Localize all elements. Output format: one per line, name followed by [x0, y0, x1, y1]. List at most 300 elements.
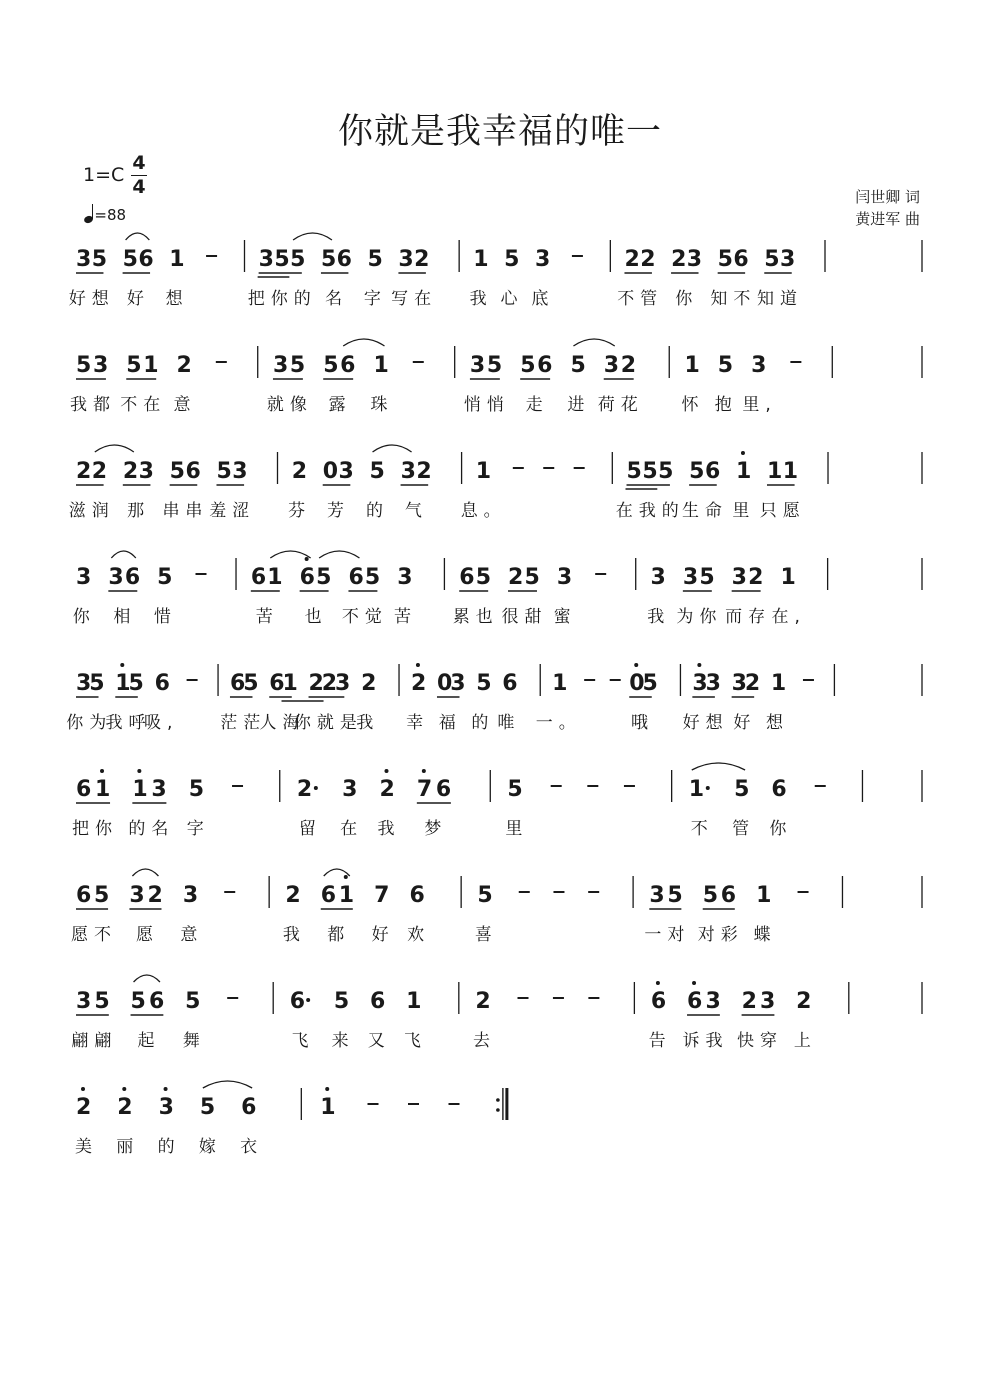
lyric-syllable: 意	[173, 395, 197, 415]
note-digit: 5	[486, 353, 503, 378]
note-digit: 5	[320, 247, 337, 272]
lyric-syllable: 上	[793, 1031, 817, 1051]
note-digit: 6	[370, 989, 386, 1014]
lyric-syllable: 喜	[474, 925, 498, 945]
note-digit: 5	[764, 247, 780, 272]
note-digit: 5	[626, 459, 642, 484]
octave-dot	[656, 981, 660, 985]
note-digit: 3	[650, 565, 666, 590]
note-digit: 6	[336, 247, 352, 272]
note-digit: 1	[475, 459, 492, 484]
note-digit: 3	[76, 989, 92, 1014]
lyric-syllable: 走	[525, 395, 549, 415]
note-digit: 5	[91, 247, 108, 272]
note-digit: 6	[320, 883, 337, 908]
note-digit: 5	[367, 247, 383, 272]
slur	[293, 233, 332, 240]
note-digit: 2	[147, 883, 163, 908]
note-digit: 6	[687, 989, 703, 1014]
slur	[319, 551, 359, 558]
lyric-syllable: 生命	[681, 501, 728, 521]
lyric-syllable: 不觉	[341, 607, 388, 627]
note-digit: 5	[475, 565, 492, 590]
note-digit: 2	[291, 459, 308, 484]
octave-dot	[81, 1087, 85, 1091]
note-digit: 3	[469, 353, 486, 378]
note-digit: 5	[199, 1095, 216, 1120]
note-digit: 5	[333, 989, 350, 1014]
note-digit: 5	[642, 671, 658, 696]
lyric-syllable: 我	[469, 289, 493, 309]
lyric-syllable: 把你	[72, 819, 119, 839]
slur	[343, 339, 384, 346]
lyric-syllable: 舞	[182, 1031, 206, 1051]
note-digit: 1	[766, 459, 783, 484]
note-digit: 5	[702, 883, 719, 908]
note-digit: 5	[570, 353, 586, 378]
note-digit: 6	[340, 353, 356, 378]
note-digit: 2	[508, 565, 524, 590]
lyric-syllable: 在,	[771, 607, 806, 627]
note-digit: 1	[338, 883, 355, 908]
note-digit: 5	[274, 247, 290, 272]
note-digit: 3	[686, 247, 703, 272]
lyric-syllable: 苦	[394, 607, 418, 627]
note-digit: 6	[289, 989, 306, 1014]
note-digit: 2	[308, 671, 324, 696]
note-digit: 5	[699, 565, 715, 590]
lyric-syllable: 美	[75, 1137, 99, 1157]
octave-dot	[416, 663, 420, 667]
note-digit: 1	[473, 247, 489, 272]
lyric-syllable: 你就是	[293, 713, 363, 733]
lyric-syllable: 好	[371, 925, 395, 945]
slur	[270, 551, 310, 558]
note-digit: 6	[269, 671, 285, 696]
note-digit: 5	[289, 353, 306, 378]
note-digit: 5	[94, 883, 110, 908]
note-digit: 6	[537, 353, 553, 378]
note-digit: 3	[535, 247, 551, 272]
lyric-syllable: 好	[733, 713, 757, 733]
key-label: 1=C	[83, 164, 125, 186]
note-digit: 0	[322, 459, 339, 484]
note-digit: 2	[296, 777, 313, 802]
note-digit: 0	[629, 671, 645, 696]
note-digit: 3	[398, 247, 414, 272]
note-digit: 6	[704, 459, 721, 484]
lyric-syllable: 想	[165, 289, 189, 309]
lyric-syllable: 都	[327, 925, 351, 945]
note-digit: 6	[720, 883, 737, 908]
note-digit: 3	[182, 883, 199, 908]
note-digit: 1	[756, 883, 772, 908]
note-digit: 6	[348, 565, 364, 590]
note-digit: 3	[450, 671, 466, 696]
lyric-syllable: 意	[180, 925, 204, 945]
lyric-syllable: 的	[365, 501, 389, 521]
lyric-syllable: 你	[769, 819, 793, 839]
note-digit: 1	[780, 565, 796, 590]
lyric-syllable: 留	[298, 819, 322, 839]
repeat-dot	[496, 1108, 500, 1112]
note-digit: 5	[667, 883, 683, 908]
lyric-syllable: 怀	[681, 395, 705, 415]
lyric-syllable: 快穿	[736, 1031, 783, 1051]
note-digit: 6	[76, 777, 92, 802]
lyric-syllable: 又	[367, 1031, 391, 1051]
octave-dot	[344, 875, 348, 879]
note-digit: 3	[751, 353, 767, 378]
note-digit: 1	[115, 671, 131, 696]
note-digit: 1	[143, 353, 159, 378]
octave-dot	[422, 769, 426, 773]
note-digit: 1	[735, 459, 752, 484]
lyric-syllable: 我都	[69, 395, 116, 415]
note-digit: 2	[76, 459, 92, 484]
note-digit: 2	[741, 989, 757, 1014]
augmentation-dot	[306, 998, 310, 1002]
lyric-syllable: 珠	[370, 395, 394, 415]
note-digit: 5	[130, 989, 146, 1014]
song-title: 你就是我幸福的唯一	[337, 112, 662, 152]
note-digit: 2	[76, 1095, 92, 1120]
note-digit: 7	[374, 883, 390, 908]
time-signature-unit: 4	[132, 176, 146, 198]
note-digit: 5	[185, 989, 201, 1014]
note-digit: 5	[89, 671, 105, 696]
note-digit: 3	[400, 459, 416, 484]
time-signature-beats: 4	[132, 152, 146, 174]
lyric-syllable: 芬	[288, 501, 312, 521]
note-digit: 3	[342, 777, 358, 802]
lyric-syllable: 好想	[68, 289, 115, 309]
lyric-syllable: 为你	[676, 607, 723, 627]
note-digit: 3	[705, 989, 721, 1014]
lyricist-credit: 闫世卿 词	[855, 188, 920, 206]
octave-dot	[385, 769, 389, 773]
lyric-syllable: 我	[356, 713, 380, 733]
lyric-syllable: 露	[328, 395, 352, 415]
note-digit: 1	[782, 459, 799, 484]
lyric-syllable: 梦	[424, 819, 448, 839]
note-digit: 5	[476, 671, 492, 696]
lyric-syllable: 幸	[406, 713, 430, 733]
note-digit: 5	[507, 777, 523, 802]
lyric-syllable: 一对	[644, 925, 691, 945]
note-digit: 6	[250, 565, 267, 590]
note-digit: 3	[338, 459, 354, 484]
lyric-syllable: 吸,	[144, 713, 179, 733]
note-digit: 5	[524, 565, 540, 590]
note-digit: 2	[748, 565, 764, 590]
lyric-syllable: 一。	[535, 713, 582, 733]
note-digit: 3	[649, 883, 665, 908]
lyric-syllable: 不管	[617, 289, 664, 309]
note-digit: 3	[151, 777, 167, 802]
note-digit: 3	[603, 353, 620, 378]
lyric-syllable: 想	[766, 713, 790, 733]
slur	[95, 445, 134, 452]
note-digit: 1	[320, 1095, 336, 1120]
note-digit: 2	[620, 353, 637, 378]
note-digit: 3	[108, 565, 124, 590]
note-digit: 5	[642, 459, 658, 484]
lyric-syllable: 气	[404, 501, 428, 521]
note-digit: 3	[705, 671, 721, 696]
slur	[134, 975, 160, 982]
note-digit: 5	[243, 671, 259, 696]
note-digit: 5	[76, 353, 92, 378]
note-digit: 5	[520, 353, 536, 378]
note-digit: 6	[459, 565, 475, 590]
note-digit: 3	[76, 671, 92, 696]
note-digit: 5	[169, 459, 185, 484]
lyric-syllable: 你	[72, 607, 96, 627]
lyric-syllable: 飞	[403, 1031, 427, 1051]
lyric-syllable: 翩翩	[71, 1031, 118, 1051]
note-digit: 2	[744, 671, 761, 696]
note-digit: 3	[759, 989, 776, 1014]
lyric-syllable: 我	[282, 925, 306, 945]
lyric-syllable: 嫁	[198, 1137, 222, 1157]
slur	[373, 445, 412, 452]
note-digit: 3	[76, 247, 92, 272]
lyric-syllable: 欢	[407, 925, 431, 945]
note-digit: 5	[364, 565, 381, 590]
note-digit: 5	[290, 247, 306, 272]
lyric-syllable: 里	[732, 501, 756, 521]
lyric-syllable: 累也	[452, 607, 499, 627]
note-digit: 6	[502, 671, 518, 696]
note-digit: 2	[671, 247, 687, 272]
note-digit: 1	[688, 777, 705, 802]
note-digit: 1	[169, 247, 185, 272]
lyric-syllable: 字	[186, 819, 210, 839]
slur	[573, 339, 614, 346]
augmentation-dot	[706, 786, 710, 790]
note-digit: 5	[94, 989, 110, 1014]
lyric-syllable: 去	[473, 1031, 497, 1051]
lyric-syllable: 知道	[756, 289, 803, 309]
note-digit: 6	[124, 565, 141, 590]
note-digit: 7	[416, 777, 433, 802]
lyric-syllable: 告	[648, 1031, 672, 1051]
composer-credit: 黄进军 曲	[855, 210, 920, 228]
lyric-syllable: 心	[500, 289, 524, 309]
lyric-syllable: 来	[331, 1031, 355, 1051]
lyric-syllable: 很甜	[501, 607, 548, 627]
note-digit: 5	[188, 777, 205, 802]
note-digit: 3	[129, 883, 145, 908]
note-digit: 3	[556, 565, 573, 590]
lyric-syllable: 而存	[725, 607, 772, 627]
lyric-syllable: 羞涩	[209, 501, 256, 521]
lyric-syllable: 福	[438, 713, 462, 733]
note-digit: 0	[436, 671, 453, 696]
slur	[692, 763, 745, 770]
octave-dot	[137, 769, 141, 773]
note-digit: 6	[733, 247, 749, 272]
note-digit: 5	[504, 247, 520, 272]
lyric-syllable: 相	[113, 607, 137, 627]
lyric-syllable: 好想	[682, 713, 729, 733]
tempo-value: =88	[94, 206, 127, 224]
lyric-syllable: 芳	[327, 501, 351, 521]
lyric-syllable: 苦	[255, 607, 279, 627]
lyric-syllable: 衣	[240, 1137, 264, 1157]
lyric-syllable: 也	[304, 607, 328, 627]
lyric-syllable: 你为	[66, 713, 113, 733]
lyric-syllable: 我	[647, 607, 671, 627]
note-digit: 2	[379, 777, 395, 802]
note-digit: 3	[692, 671, 708, 696]
lyric-syllable: 蝶	[753, 925, 777, 945]
lyric-syllable: 茫茫	[220, 713, 267, 733]
note-digit: 3	[138, 459, 154, 484]
lyric-syllable: 不在	[120, 395, 167, 415]
note-digit: 6	[154, 671, 170, 696]
lyric-syllable: 抱	[714, 395, 738, 415]
note-digit: 6	[148, 989, 165, 1014]
note-digit: 1	[552, 671, 568, 696]
note-digit: 3	[779, 247, 796, 272]
lyric-syllable: 蜜	[553, 607, 577, 627]
octave-dot	[741, 451, 745, 455]
lyric-syllable: 把你的	[247, 289, 317, 309]
repeat-dot	[496, 1098, 500, 1102]
note-digit: 5	[157, 565, 173, 590]
note-digit: 3	[158, 1095, 174, 1120]
lyric-syllable: 你	[675, 289, 699, 309]
note-digit: 5	[717, 353, 734, 378]
lyric-syllable: 丽	[116, 1137, 140, 1157]
lyric-syllable: 在	[340, 819, 364, 839]
note-digit: 3	[76, 565, 92, 590]
octave-dot	[325, 1087, 329, 1091]
note-digit: 1	[684, 353, 700, 378]
lyric-syllable: 里	[505, 819, 529, 839]
note-digit: 6	[771, 777, 787, 802]
note-digit: 2	[117, 1095, 133, 1120]
note-digit: 5	[689, 459, 705, 484]
lyric-syllable: 在我的	[615, 501, 685, 521]
note-digit: 1	[373, 353, 389, 378]
note-digit: 2	[624, 247, 640, 272]
lyric-syllable: 哦	[630, 713, 654, 733]
note-digit: 2	[414, 247, 430, 272]
lyric-syllable: 愿不	[71, 925, 118, 945]
lyric-syllable: 悄悄	[463, 395, 510, 415]
note-digit: 2	[361, 671, 377, 696]
note-digit: 3	[682, 565, 699, 590]
note-digit: 3	[731, 671, 747, 696]
note-digit: 5	[216, 459, 232, 484]
lyric-syllable: 不	[690, 819, 714, 839]
lyric-syllable: 名	[325, 289, 349, 309]
note-digit: 5	[734, 777, 750, 802]
note-digit: 5	[323, 353, 339, 378]
note-digit: 5	[122, 247, 138, 272]
lyric-syllable: 底	[531, 289, 555, 309]
note-digit: 3	[258, 247, 274, 272]
note-digit: 1	[95, 777, 111, 802]
note-digit: 6	[241, 1095, 257, 1120]
lyric-syllable: 对彩	[697, 925, 744, 945]
lyric-syllable: 那	[127, 501, 151, 521]
lyric-syllable: 好	[126, 289, 150, 309]
note-digit: 6	[409, 883, 425, 908]
note-digit: 5	[477, 883, 493, 908]
slur	[126, 233, 150, 240]
note-digit: 6	[650, 989, 667, 1014]
note-digit: 6	[229, 671, 246, 696]
octave-dot	[122, 1087, 126, 1091]
lyric-syllable: 里,	[742, 395, 777, 415]
lyric-syllable: 人海	[259, 713, 306, 733]
lyric-syllable: 管	[732, 819, 756, 839]
note-digit: 2	[640, 247, 656, 272]
slur	[203, 1081, 252, 1088]
note-digit: 5	[128, 671, 144, 696]
note-digit: 3	[92, 353, 109, 378]
note-digit: 1	[406, 989, 422, 1014]
octave-dot	[634, 663, 638, 667]
note-digit: 5	[717, 247, 733, 272]
octave-dot	[100, 769, 104, 773]
lyric-syllable: 串串	[162, 501, 209, 521]
note-digit: 6	[185, 459, 201, 484]
note-digit: 1	[282, 671, 298, 696]
note-digit: 3	[272, 353, 289, 378]
note-digit: 6	[435, 777, 452, 802]
note-digit: 6	[138, 247, 154, 272]
note-digit: 2	[285, 883, 301, 908]
note-digit: 5	[316, 565, 332, 590]
lyric-syllable: 的	[471, 713, 495, 733]
note-digit: 2	[91, 459, 108, 484]
lyric-syllable: 我	[377, 819, 401, 839]
octave-dot	[305, 557, 309, 561]
lyric-syllable: 唯	[497, 713, 521, 733]
note-digit: 6	[299, 565, 315, 590]
lyric-syllable: 进	[567, 395, 591, 415]
note-digit: 5	[126, 353, 142, 378]
note-digit: 2	[475, 989, 491, 1014]
note-digit: 3	[397, 565, 413, 590]
note-digit: 3	[335, 671, 351, 696]
note-digit: 2	[176, 353, 192, 378]
note-digit: 1	[267, 565, 283, 590]
octave-dot	[697, 663, 701, 667]
octave-dot	[120, 663, 124, 667]
augmentation-dot	[314, 786, 318, 790]
lyric-syllable: 写在	[391, 289, 438, 309]
note-digit: 2	[122, 459, 139, 484]
note-digit: 6	[76, 883, 92, 908]
lyric-syllable: 只愿	[759, 501, 806, 521]
note-digit: 1	[770, 671, 787, 696]
lyric-syllable: 飞	[291, 1031, 315, 1051]
slur	[111, 551, 135, 558]
note-digit: 5	[658, 459, 674, 484]
lyric-syllable: 的名	[128, 819, 175, 839]
note-digit: 2	[321, 671, 338, 696]
note-digit: 2	[796, 989, 812, 1014]
lyric-syllable: 字	[363, 289, 387, 309]
lyric-syllable: 诉我	[682, 1031, 729, 1051]
lyric-syllable: 的	[157, 1137, 181, 1157]
